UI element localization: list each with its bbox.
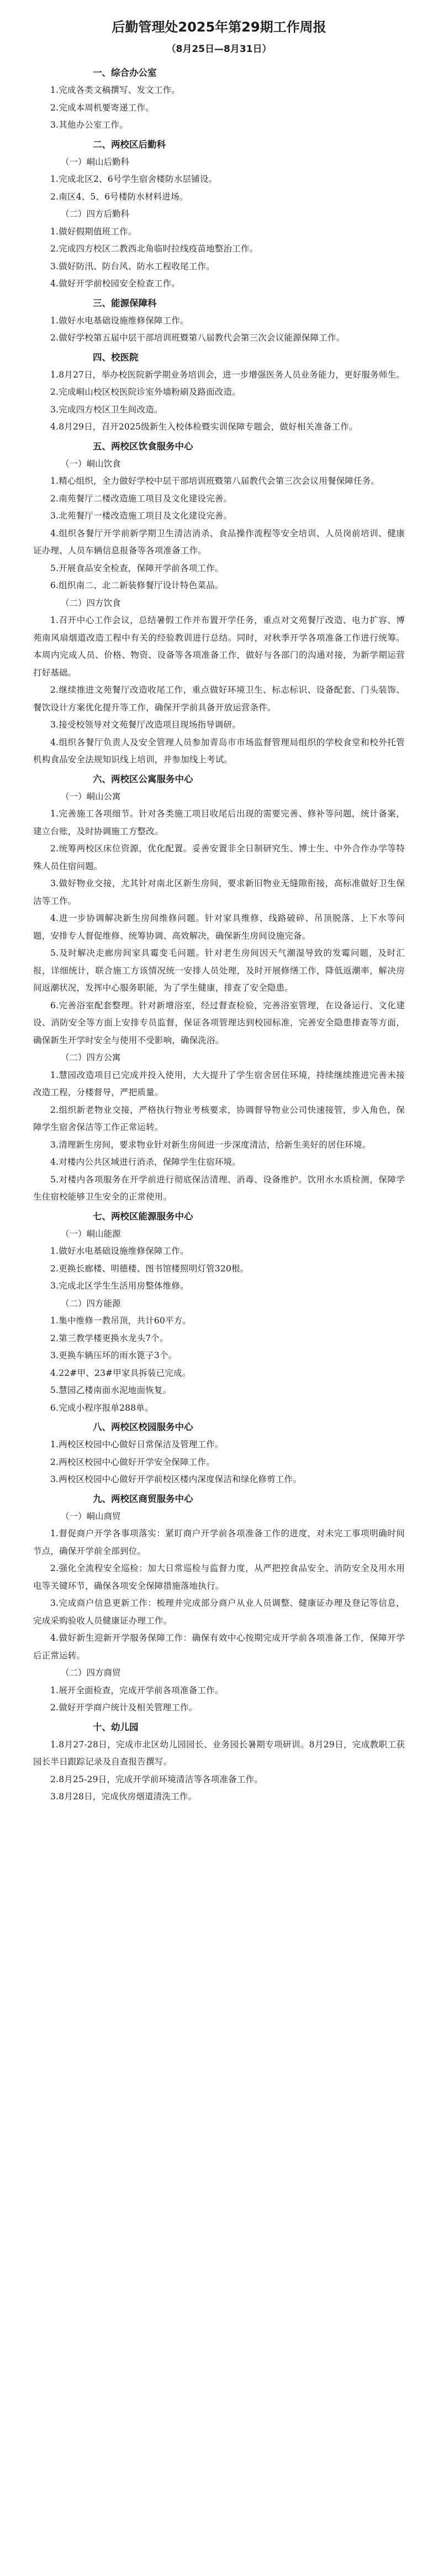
report-item: 2.完成四方校区二教西北角临时拉线疫苗地整治工作。 (50, 244, 258, 254)
report-item: 4.组织各餐厅开学前新学期卫生清洁消杀、食品操作流程等安全培训、人员岗前培训、健康证办理、人员车辆信息报备等各项准备工作。 (33, 528, 405, 556)
report-item: 2.强化全流程安全巡检：加大日常巡检与监督力度，从严把控食品安全、消防安全及用水用电等关键环节，确保各项安全保障措施落地执行。 (33, 1563, 405, 1591)
report-item: 1.展开全面检查，完成开学前各项准备工作。 (50, 1685, 224, 1695)
report-item: 2.南苑餐厅二楼改造施工项目及文化建设完善。 (50, 493, 233, 504)
report-item: 3.更换车辆压坏的雨水篦子3个。 (50, 1350, 177, 1360)
section-heading: 十、幼儿园 (93, 1721, 139, 1732)
report-item: 1.慧园改造项目已完成并投入使用，大大提升了学生宿舍居住环境，持续继续推进完善未接改造工程，分楼督导，严把质量。 (33, 1070, 405, 1097)
section-heading: 六、两校区公寓服务中心 (93, 773, 193, 784)
report-body (33, 64, 405, 1806)
report-item: 2.做好学校第五届中层干部培训班暨第八届教代会第三次会议能源保障工作。 (50, 333, 345, 343)
subsection-heading: （一）峒山公寓 (61, 791, 121, 802)
section-heading: 九、两校区商贸服务中心 (93, 1493, 193, 1504)
report-item: 4.做好新生迎新开学服务保障工作：确保有效中心按期完成开学前各项准备工作，保障开学后正常运转。 (33, 1633, 405, 1661)
subsection-heading: （二）四方后勤科 (61, 209, 130, 219)
section-heading: 七、两校区能源服务中心 (93, 1211, 193, 1222)
report-item: 5.慧园乙楼南面水泥地面恢复。 (50, 1385, 172, 1395)
report-item: 2.统筹两校区床位资源，优化配置。妥善安置非全日制研究生、博士生、中外合作办学等特殊人员住宿问题。 (33, 844, 405, 871)
report-item: 4.进一步协调解决新生房间维修问题。针对家具维修、线路破碎、吊顶脱落、上下水等问题，安排专人督促维修、统筹协调、高效解决，确保新生房间设施完备。 (33, 913, 405, 941)
report-item: 1.召开中心工作会议，总结暑假工作并布置开学任务，重点对文苑餐厅改造、电力扩容、博苑南风扇烟道改造工程中有关的经验教训进行总结。同时，对秋季开学各项准备工作进行统筹。本周内完成人员、价格、物资、设备等各项准备工作，做好与各部门的沟通对接，为新学期运营打好基础。 (33, 615, 405, 678)
report-item: 4.对楼内公共区域进行消杀，保障学生住宿环境。 (50, 1157, 241, 1167)
report-item: 1.做好假期值班工作。 (50, 226, 137, 237)
report-item: 1.做好水电基础设施维修保障工作。 (50, 315, 189, 326)
report-item: 4.8月29日，召开2025级新生入校体检暨实训保障专题会，做好相关准备工作。 (50, 422, 358, 432)
section-heading: 八、两校区校园服务中心 (93, 1422, 193, 1432)
report-item: 1.8月27日，举办校医院新学期业务培训会，进一步增强医务人员业务能力，更好服务师生。 (50, 369, 405, 380)
section-heading: 一、综合办公室 (93, 67, 157, 78)
report-item: 2.组织新老物业交接，严格执行物业考核要求，协调督导物业公司快速接管，步入角色，保障学生宿舍保洁等工作正常运转。 (33, 1104, 405, 1132)
report-item: 6.完成小程序报单288单。 (50, 1402, 154, 1413)
report-item: 2.继续推进文苑餐厅改造收尾工作，重点做好环境卫生、标志标识、设备配套、门头装饰、餐饮设计方案优化提升等工作，确保开学前具备开放运营条件。 (33, 685, 405, 713)
report-item: 2.8月25-29日，完成开学前环境清洁等各项准备工作。 (50, 1774, 263, 1784)
report-item: 3.完成商户信息更新工作：梳理并完成部分商户从业人员调整、健康证办理及登记等信息，完成采购验收人员健康证办理工作。 (33, 1598, 405, 1626)
report-item: 6.组织南二、北二新装修餐厅设计特色菜品。 (50, 580, 224, 590)
report-item: 3.北苑餐厅一楼改造施工项目及文化建设完善。 (50, 511, 233, 521)
report-item: 6.完善浴室配套整理。针对新增浴室，经过督查检验，完善浴室管理，在设备运行、文化建设、消防安全等方面上安排专员监督，保证各项管理达到校园标准，完善安全隐患排查等方面，确保新生开学时安全与使用不受影响，确保洗浴。 (33, 1000, 405, 1045)
report-item: 1.督促商户开学各事项落实：紧盯商户开学前各项准备工作的进度，对未完工事项明确时间节点，确保开学前全部到位。 (33, 1528, 405, 1556)
subsection-heading: （二）四方能源 (61, 1298, 121, 1308)
section-heading: 三、能源保障科 (93, 297, 157, 308)
report-item: 3.做好物业交接，尤其针对南北区新生房间，要求新旧物业无缝隙衔接，高标准做好卫生保洁等工作。 (33, 878, 405, 906)
subsection-heading: （二）四方商贸 (61, 1668, 121, 1678)
report-item: 2.做好开学商户统计及相关管理工作。 (50, 1703, 198, 1713)
report-item: 1.完善施工各项细节。针对各类施工项目收尾后出现的需要完善、修补等问题，统计备案，建立台账，及时协调施工方整改。 (33, 809, 405, 836)
report-item: 3.接受校领导对文苑餐厅改造项目现场指导调研。 (50, 720, 241, 730)
report-item: 2.更换长廊楼、明德楼、图书馆楼照明灯管320根。 (50, 1263, 249, 1274)
report-item: 4.组织各餐厅负责人及安全管理人员参加青岛市市场监督管理局组织的学校食堂和校外托管机构食品安全法规知识线上培训，并参加线上考试。 (33, 737, 405, 765)
report-item: 3.其他办公室工作。 (50, 120, 128, 130)
report-item: 1.做好水电基础设施维修保障工作。 (50, 1246, 189, 1256)
report-item: 1.集中维修一教吊顶，共计60平方。 (50, 1316, 192, 1326)
report-item: 1.精心组织，全力做好学校中层干部培训班暨第八届教代会第三次会议用餐保障任务。 (50, 476, 380, 486)
report-item: 5.及时解决走廊房间家具霉变毛问题。针对老生房间因天气潮湿导致的发霉问题，及时汇报，详细统计，联合施工方该情况统一安排人员处理，及时开展修缮工作，降低返潮率，解决房间返潮状况，发挥中心服务职能，为了学生健康，排查了安全隐患。 (33, 948, 405, 993)
report-item: 2.第三教学楼更换水龙头7个。 (50, 1333, 168, 1343)
subsection-heading: （二）四方公寓 (61, 1053, 121, 1062)
report-item: 5.开展食品安全检查，保障开学前各项工作。 (50, 563, 224, 573)
report-item: 2.南区4、5、6号楼防水材料进场。 (50, 191, 188, 202)
report-title: 后勤管理处2025年第29期工作周报 (112, 19, 326, 35)
report-item: 3.两校区校园中心做好开学前校区楼内深度保洁和绿化修剪工作。 (50, 1474, 302, 1484)
report-item: 3.清理新生房间，要求物业针对新生房间进一步深度清洁，给新生美好的居住环境。 (50, 1139, 371, 1150)
report-item: 5.对楼内各项服务在开学前进行彻底保洁清理、消毒、设备维护。饮用水水质检测，保障学生住宿校能够卫生安全的正常使用。 (33, 1174, 405, 1202)
report-item: 3.完成北区学生生活用房整体维修。 (50, 1281, 189, 1291)
report-item: 2.完成本周机要寄递工作。 (50, 102, 154, 113)
report-item: 3.8月28日，完成伙房烟道清洗工作。 (50, 1792, 197, 1802)
subsection-heading: （二）四方饮食 (61, 598, 121, 608)
report-item: 4.22#甲、23#甲家具拆装已完成。 (50, 1368, 191, 1378)
subsection-heading: （一）峒山商贸 (61, 1511, 121, 1521)
report-item: 1.完成北区2、6号学生宿舍楼防水层铺设。 (50, 174, 218, 184)
subsection-heading: （一）峒山饮食 (61, 458, 121, 469)
report-item: 4.做好开学前校园安全检查工作。 (50, 279, 180, 289)
section-heading: 五、两校区饮食服务中心 (93, 441, 193, 452)
report-item: 1.完成各类文稿撰写、发文工作。 (50, 85, 180, 95)
report-date-range: （8月25日—8月31日） (166, 44, 272, 55)
subsection-heading: （一）峒山后勤科 (61, 156, 130, 167)
report-item: 1.8月27-28日，完成市北区幼儿园园长、业务园长暑期专项研训。8月29日，完成教职工获园长半日跟踪记录及自查报告撰写。 (33, 1739, 405, 1767)
section-heading: 二、两校区后勤科 (93, 139, 166, 150)
report-item: 2.两校区校园中心做好开学安全保障工作。 (50, 1457, 215, 1467)
section-heading: 四、校医院 (93, 352, 139, 363)
report-item: 3.完成四方校区卫生间改造。 (50, 404, 163, 415)
report-item: 3.做好防汛、防台风、防水工程收尾工作。 (50, 261, 215, 271)
subsection-heading: （一）峒山能源 (61, 1228, 121, 1239)
report-item: 2.完成峒山校区校医院诊室外墙粉刷及路面改造。 (50, 387, 241, 397)
report-item: 1.两校区校园中心做好日常保洁及管理工作。 (50, 1439, 224, 1449)
